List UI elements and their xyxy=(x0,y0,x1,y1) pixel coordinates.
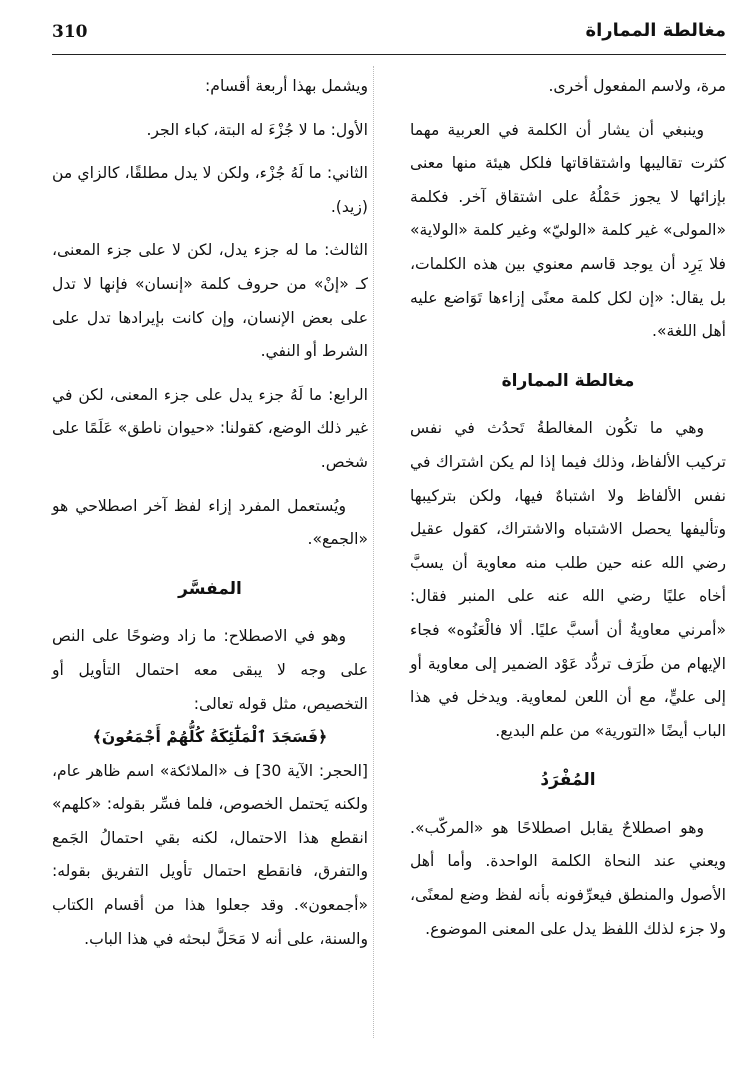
header-rule xyxy=(52,54,726,55)
section-heading-mufrad: المُفْرَدُ xyxy=(540,770,596,791)
page-header xyxy=(52,18,726,48)
list-item-first: الأول: ما لا جُزْءَ له البتة، كباء الجر. xyxy=(146,120,368,139)
paragraph-mufassar-definition: وهو في الاصطلاح: ما زاد وضوحًا على النص على وجه لا يبقى معه احتمال التأويل أو التخصيص، مثل قوله تعالى: xyxy=(52,627,368,713)
paragraph-mufrad: وهو اصطلاحٌ يقابل اصطلاحًا هو «المركّب». ويعني عند النحاة الكلمة الواحدة. وأما أهل الأصول والمنطق فيعرِّفونه بأنه لفظ وضع لمعنًى، ولا جزء لذلك اللفظ يدل على المعنى الموضوع. xyxy=(410,818,726,938)
column-divider xyxy=(373,66,374,1038)
running-title: مغالطة المماراة xyxy=(585,20,726,41)
section-heading-mughalata: مغالطة المماراة xyxy=(501,370,635,391)
quran-verse: ﴿فَسَجَدَ ٱلْمَلَٰٓئِكَةُ كُلُّهُمْ أَجْمَعُونَ﴾ xyxy=(92,728,328,747)
left-column xyxy=(52,70,368,966)
list-item-fourth: الرابع: ما لَهُ جزء يدل على جزء المعنى، لكن في غير ذلك الوضع، كقولنا: «حيوان ناطق» عَلَمًا على شخص. xyxy=(52,385,368,471)
section-heading-mufassar: المفسَّر xyxy=(178,578,242,599)
page-number: 310 xyxy=(52,22,88,42)
paragraph-plural-usage: ويُستعمل المفرد إزاء لفظ آخر اصطلاحي هو «الجمع». xyxy=(52,496,368,549)
paragraph-four-parts-intro: ويشمل بهذا أربعة أقسام: xyxy=(205,77,368,95)
paragraph-word-derivations: وينبغي أن يشار أن الكلمة في العربية مهما كثرت تقاليبها واشتقاقاتها فلكل هيئة منها معنى بإزائها لا يجوز حَمْلُهُ على اشتقاق آخر. فكلمة «المولى» غير كلمة «الوليّ» وغير كلمة «الولاية» فلا يَرِد أن يوجد قاسم معنوي بين هذه الكلمات، بل يقال: «إن لكل كلمة معنًى إزاءها تَوَاضع عليه أهل اللغة». xyxy=(410,120,726,341)
paragraph-continuation: مرة، ولاسم المفعول أخرى. xyxy=(548,77,726,95)
paragraph-mughalata: وهي ما تكُون المغالطةُ تَحدُث في نفس تركيب الألفاظ، وذلك فيما إذا لم يكن اشتراك في نفس الألفاظ ولا اشتباهٌ فيها، ولكن بتركيبها وتأليفها يحصل الاشتباه والاشتراك، كقول عقيل رضي الله عنه حين طلب منه معاوية أن يسبَّ أخاه عليًا رضي الله عنه على المنبر فقال: «أمرني معاويةُ أن أسبَّ عليًا. ألا فالْعَنُوه» فجاء الإيهام من طَرَف تردُّد عَوْد الضمير إلى معاوية أو إلى عليٍّ، مع أن اللعن لمعاوية. ويدخل في هذا الباب أيضًا «التورية» من علم البديع. xyxy=(410,419,726,740)
right-column xyxy=(410,70,726,956)
list-item-third: الثالث: ما له جزء يدل، لكن لا على جزء المعنى، كـ «إنْ» من حروف كلمة «إنسان» فإنها لا تدل على بعض الإنسان، وإن كانت بإيرادها تدل على الشرط أو النفي. xyxy=(52,241,368,361)
paragraph-mufassar-explanation: [الحجر: الآية 30] ف «الملائكة» اسم ظاهر عام، ولكنه يَحتمل الخصوص، فلما فسِّر بقوله: «كلهم» انقطع هذا الاحتمال، لكنه بقي احتمالُ الجَمع والتفرق، فانقطع احتمال تأويل التفريق بقوله: «أجمعون». وقد جعلوا هذا من أقسام الكتاب والسنة، على أنه لا مَحَلَّ لبحثه في هذا الباب. xyxy=(52,761,369,948)
list-item-second: الثاني: ما لَهُ جُزْء، ولكن لا يدل مطلقًا، كالزاي من (زيد). xyxy=(52,164,368,216)
